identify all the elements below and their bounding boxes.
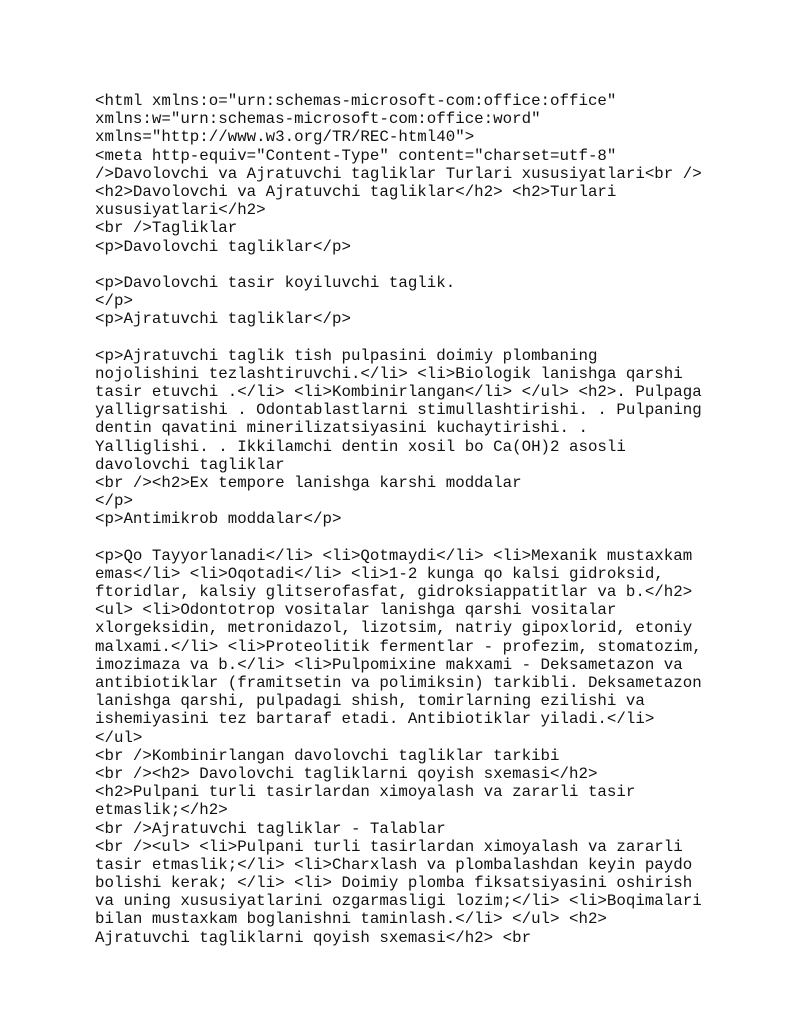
text-line: <br /><h2> Davolovchi tagliklarni qoyish sxemasi</h2> xyxy=(95,764,598,783)
text-line: davolovchi tagliklar xyxy=(95,455,285,474)
document-text xyxy=(95,92,775,947)
text-line: dentin qavatini minerilizatsiyasini kuchaytirishi. . xyxy=(95,419,588,438)
text-line: Ajratuvchi tagliklarni qoyish sxemasi</h2> <br xyxy=(95,928,532,947)
text-line: <html xmlns:o="urn:schemas-microsoft-com:office:office" xyxy=(95,92,617,110)
text-line: xmlns="http://www.w3.org/TR/REC-html40"> xyxy=(95,128,475,147)
text-line: yalligrsatishi . Odontablastlarni stimullashtirishi. . Pulpaning xyxy=(95,401,702,420)
text-line: tasir etmaslik;</li> <li>Charxlash va plombalashdan keyin paydo xyxy=(95,855,693,874)
text-line: Yalliglishi. . Ikkilamchi dentin xosil bo Ca(OH)2 asosli xyxy=(95,437,626,456)
text-line: tasir etuvchi .</li> <li>Kombinirlangan</li> </ul> <h2>. Pulpaga xyxy=(95,383,702,401)
text-line: <br />Ajratuvchi tagliklar - Talablar xyxy=(95,819,446,838)
text-line: nojolishini tezlashtiruvchi.</li> <li>Biologik lanishga qarshi xyxy=(95,364,683,383)
text-line: ishemiyasini tez bartaraf etadi. Antibiotiklar yiladi.</li> xyxy=(95,710,655,729)
text-line: emas</li> <li>Oqotadi</li> <li>1-2 kunga qo kalsi gidroksid, xyxy=(95,564,664,583)
text-line: <p>Antimikrob moddalar</p> xyxy=(95,510,342,529)
text-line: <p>Davolovchi tagliklar</p> xyxy=(95,237,351,256)
text-line: xususiyatlari</h2> xyxy=(95,201,266,220)
text-line: <meta http-equiv="Content-Type" content="charset=utf-8" xyxy=(95,146,617,165)
text-line: <h2>Davolovchi va Ajratuvchi tagliklar</h2> <h2>Turlari xyxy=(95,182,617,201)
text-line: <br /><h2>Ex tempore lanishga karshi moddalar xyxy=(95,473,522,492)
text-line: bolishi kerak; </li> <li> Doimiy plomba fiksatsiyasini oshirish xyxy=(95,874,693,893)
text-line: etmaslik;</h2> xyxy=(95,801,228,820)
text-line: <br />Kombinirlangan davolovchi tagliklar tarkibi xyxy=(95,746,560,765)
text-line: lanishga qarshi, pulpadagi shish, tomirlarning ezilishi va xyxy=(95,692,645,711)
text-line: xmlns:w="urn:schemas-microsoft-com:office:word" xyxy=(95,110,541,129)
text-line: </p> xyxy=(95,492,133,511)
blank-line xyxy=(95,328,775,346)
blank-line xyxy=(95,256,775,274)
text-line: imozimaza va b.</li> <li>Pulpomixine makxami - Deksametazon va xyxy=(95,655,683,674)
text-line: <ul> <li>Odontotrop vositalar lanishga qarshi vositalar xyxy=(95,601,617,620)
text-line: <p>Davolovchi tasir koyiluvchi taglik. xyxy=(95,273,456,292)
text-line: <h2>Pulpani turli tasirlardan ximoyalash va zararli tasir xyxy=(95,783,636,802)
text-line: </p> xyxy=(95,292,133,311)
text-line: va uning xususiyatlarini ozgarmasligi lozim;</li> <li>Boqimalari xyxy=(95,892,702,911)
text-line: <p>Ajratuvchi tagliklar</p> xyxy=(95,310,351,329)
text-line: malxami.</li> <li>Proteolitik fermentlar - profezim, stomatozim, xyxy=(95,637,702,656)
text-line: antibiotiklar (framitsetin va polimiksin) tarkibli. Deksametazon xyxy=(95,674,702,692)
text-line: <p>Ajratuvchi taglik tish pulpasini doimiy plombaning xyxy=(95,346,598,365)
text-line: </ul> xyxy=(95,728,143,747)
text-line: <br /><ul> <li>Pulpani turli tasirlardan ximoyalash va zararli xyxy=(95,837,683,856)
text-line: <p>Qo Tayyorlanadi</li> <li>Qotmaydi</li> <li>Mexanik mustaxkam xyxy=(95,546,693,565)
text-line: <br />Tagliklar xyxy=(95,219,238,238)
text-line: xlorgeksidin, metronidazol, lizotsim, natriy gipoxlorid, etoniy xyxy=(95,619,693,638)
text-line: ftoridlar, kalsiy glitserofasfat, gidroksiappatitlar va b.</h2> xyxy=(95,583,693,602)
text-line: bilan mustaxkam boglanishni taminlash.</li> </ul> <h2> xyxy=(95,910,607,929)
text-line: />Davolovchi va Ajratuvchi tagliklar Turlari xususiyatlari<br /> xyxy=(95,164,702,183)
blank-line xyxy=(95,529,775,547)
